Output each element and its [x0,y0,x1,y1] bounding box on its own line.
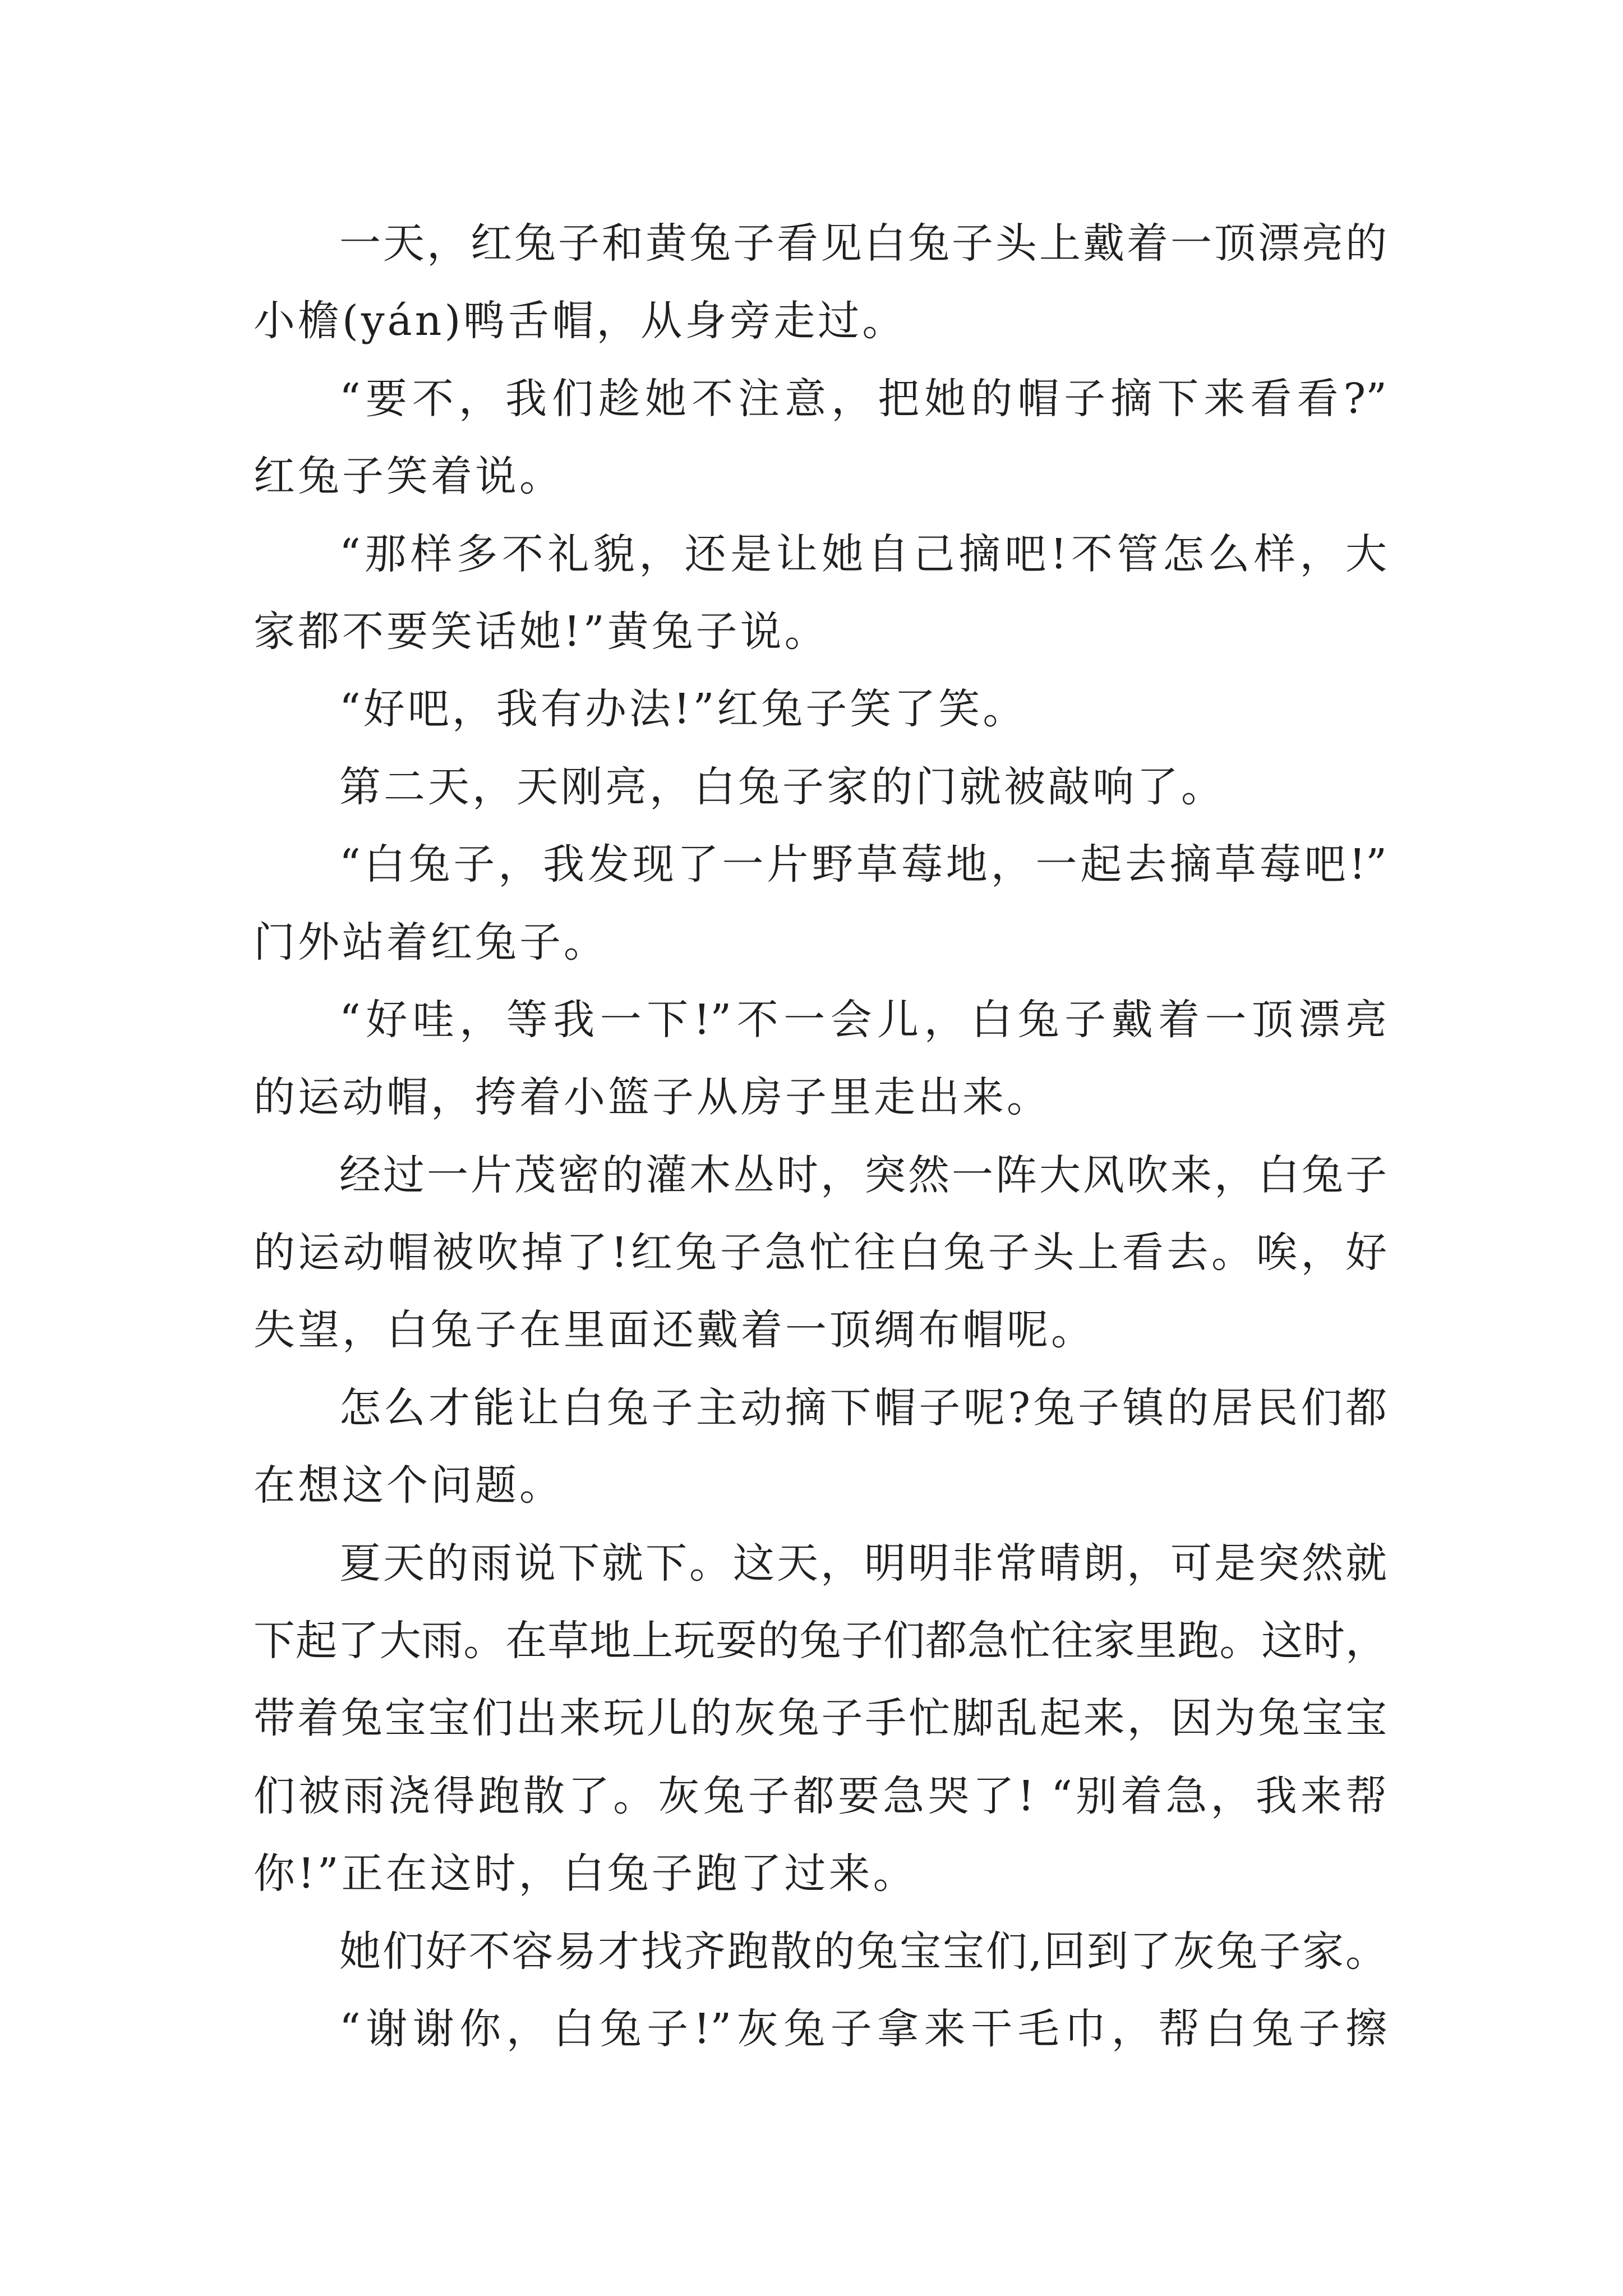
text-line: 门外站着红兔子。 [253,918,608,967]
text-line: 在想这个问题。 [253,1461,564,1510]
text-line: 带着兔宝宝们出来玩儿的灰兔子手忙脚乱起来，因为兔宝宝 [253,1694,1387,1743]
text-line: 夏天的雨说下就下。这天，明明非常晴朗，可是突然就 [339,1539,1387,1588]
text-line: “好吧，我有办法!”红兔子笑了笑。 [339,685,1027,734]
text-line: 一天，红兔子和黄兔子看见白兔子头上戴着一顶漂亮的 [339,219,1387,268]
paragraph [253,670,1387,748]
text-line: “白兔子，我发现了一片野草莓地，一起去摘草莓吧!” [339,840,1387,889]
paragraph [253,1369,1387,1525]
text-line: 的运动帽，挎着小篮子从房子里走出来。 [253,1073,1051,1122]
text-line: 第二天，天刚亮，白兔子家的门就被敲响了。 [339,762,1225,811]
text-line: 你!”正在这时，白兔子跑了过来。 [253,1849,917,1898]
text-line: 怎么才能让白兔子主动摘下帽子呢?兔子镇的居民们都 [339,1383,1387,1432]
text-line: “好哇，等我一下!”不一会儿，白兔子戴着一顶漂亮 [339,995,1387,1044]
paragraph [253,360,1387,516]
text-line: 家都不要笑话她!”黄兔子说。 [253,607,829,656]
paragraph [253,205,1387,360]
text-line: 红兔子笑着说。 [253,452,564,501]
paragraph [253,1913,1387,1990]
document-body [253,205,1387,2068]
text-line: 经过一片茂密的灌木丛时，突然一阵大风吹来，白兔子 [339,1151,1387,1199]
paragraph [253,1525,1387,1913]
text-line: 们被雨浇得跑散了。灰兔子都要急哭了! “别着急，我来帮 [253,1772,1387,1820]
text-line: 小檐(yán)鸭舌帽，从身旁走过。 [253,297,907,346]
paragraph [253,826,1387,981]
paragraph [253,748,1387,826]
text-line: “谢谢你，白兔子!”灰兔子拿来干毛巾，帮白兔子擦 [339,2004,1387,2053]
paragraph [253,516,1387,671]
text-line: 下起了大雨。在草地上玩耍的兔子们都急忙往家里跑。这时， [253,1617,1387,1665]
text-line: 她们好不容易才找齐跑散的兔宝宝们,回到了灰兔子家。 [339,1927,1387,1976]
paragraph [253,981,1387,1137]
paragraph [253,1137,1387,1369]
paragraph [253,1990,1387,2068]
text-line: “那样多不礼貌，还是让她自己摘吧!不管怎么样，大 [339,530,1387,578]
text-line: 的运动帽被吹掉了!红兔子急忙往白兔子头上看去。唉，好 [253,1228,1387,1277]
text-line: 失望，白兔子在里面还戴着一顶绸布帽呢。 [253,1306,1095,1355]
text-line: “要不，我们趁她不注意，把她的帽子摘下来看看?” [339,374,1387,423]
